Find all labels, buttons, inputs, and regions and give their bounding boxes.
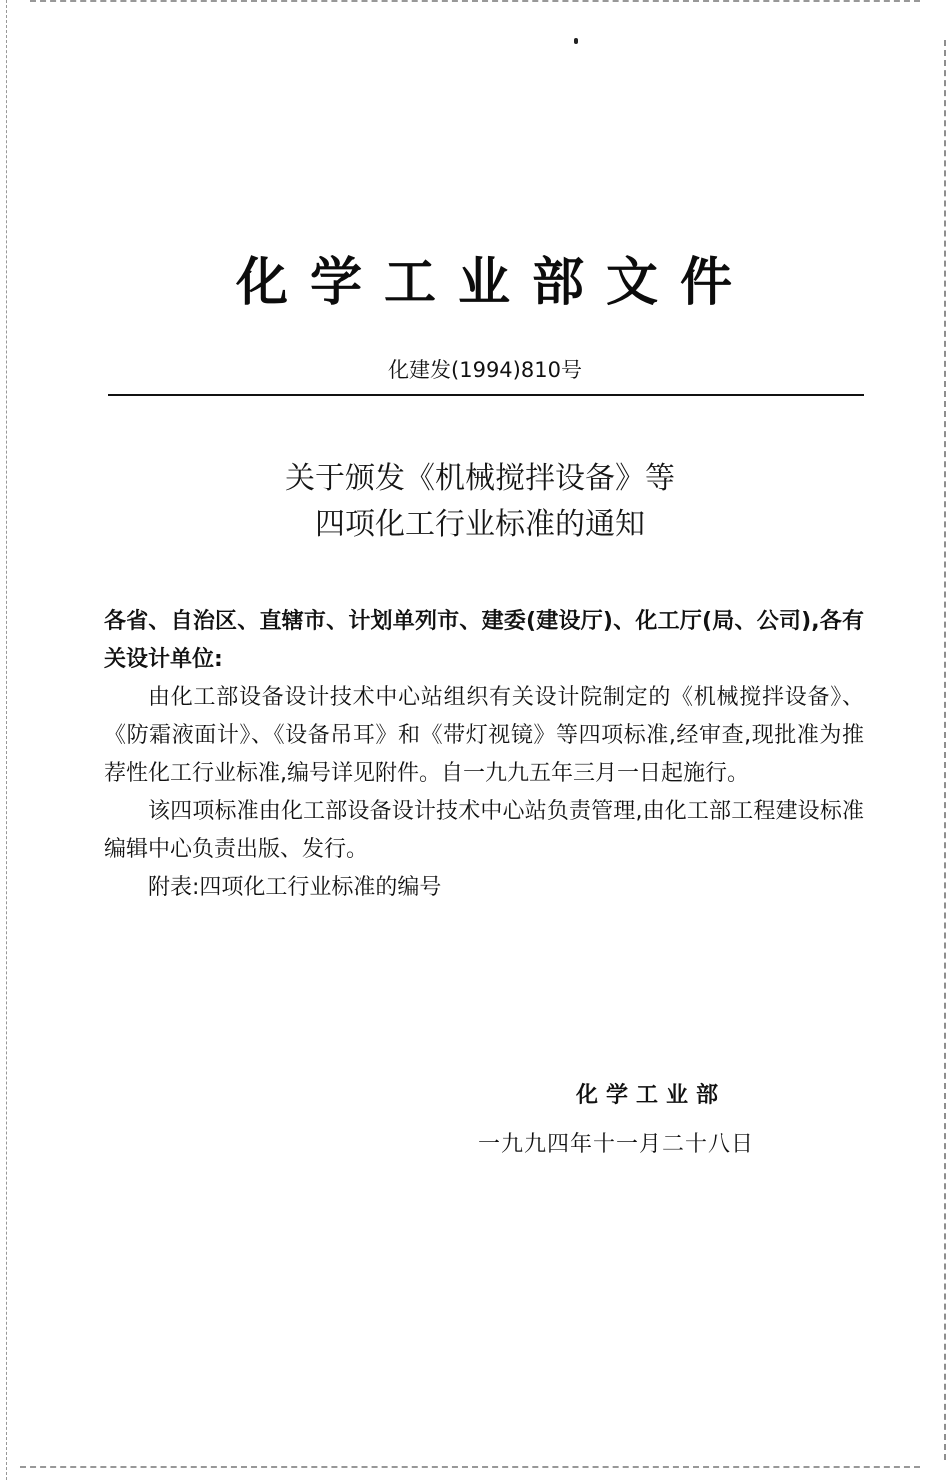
addressee: 各省、自治区、直辖市、计划单列市、建委(建设厅)、化工厅(局、公司),各有关设计单位: <box>104 609 864 672</box>
scan-edge-bottom <box>20 1466 920 1470</box>
document-number: 化建发(1994)810号 <box>388 358 582 382</box>
body-paragraph-approval: 由化工部设备设计技术中心站组织有关设计院制定的《机械搅拌设备》、《防霜液面计》、《设备吊耳》和《带灯视镜》等四项标准,经审查,现批准为推荐性化工行业标准,编号详见附件。自一九九五年三月一日起施行。 <box>104 685 864 786</box>
notice-title-line-1: 关于颁发《机械搅拌设备》等 <box>285 461 675 496</box>
ink-speck <box>574 38 578 44</box>
signature-block <box>470 1078 810 1158</box>
header-rule <box>108 394 864 396</box>
attachment-note: 附表:四项化工行业标准的编号 <box>148 875 442 900</box>
body-paragraph-management: 该四项标准由化工部设备设计技术中心站负责管理,由化工部工程建设标准编辑中心负责出版、发行。 <box>104 799 864 862</box>
document-title: 化学工业部文件 <box>235 253 754 313</box>
signing-organization: 化学工业部 <box>576 1083 727 1108</box>
notice-title-line-2: 四项化工行业标准的通知 <box>315 507 645 542</box>
notice-title <box>0 456 950 548</box>
signing-date: 一九九四年十一月二十八日 <box>478 1132 755 1157</box>
scan-edge-left <box>6 0 9 1480</box>
scan-edge-top <box>30 0 920 4</box>
notice-body <box>104 603 864 907</box>
